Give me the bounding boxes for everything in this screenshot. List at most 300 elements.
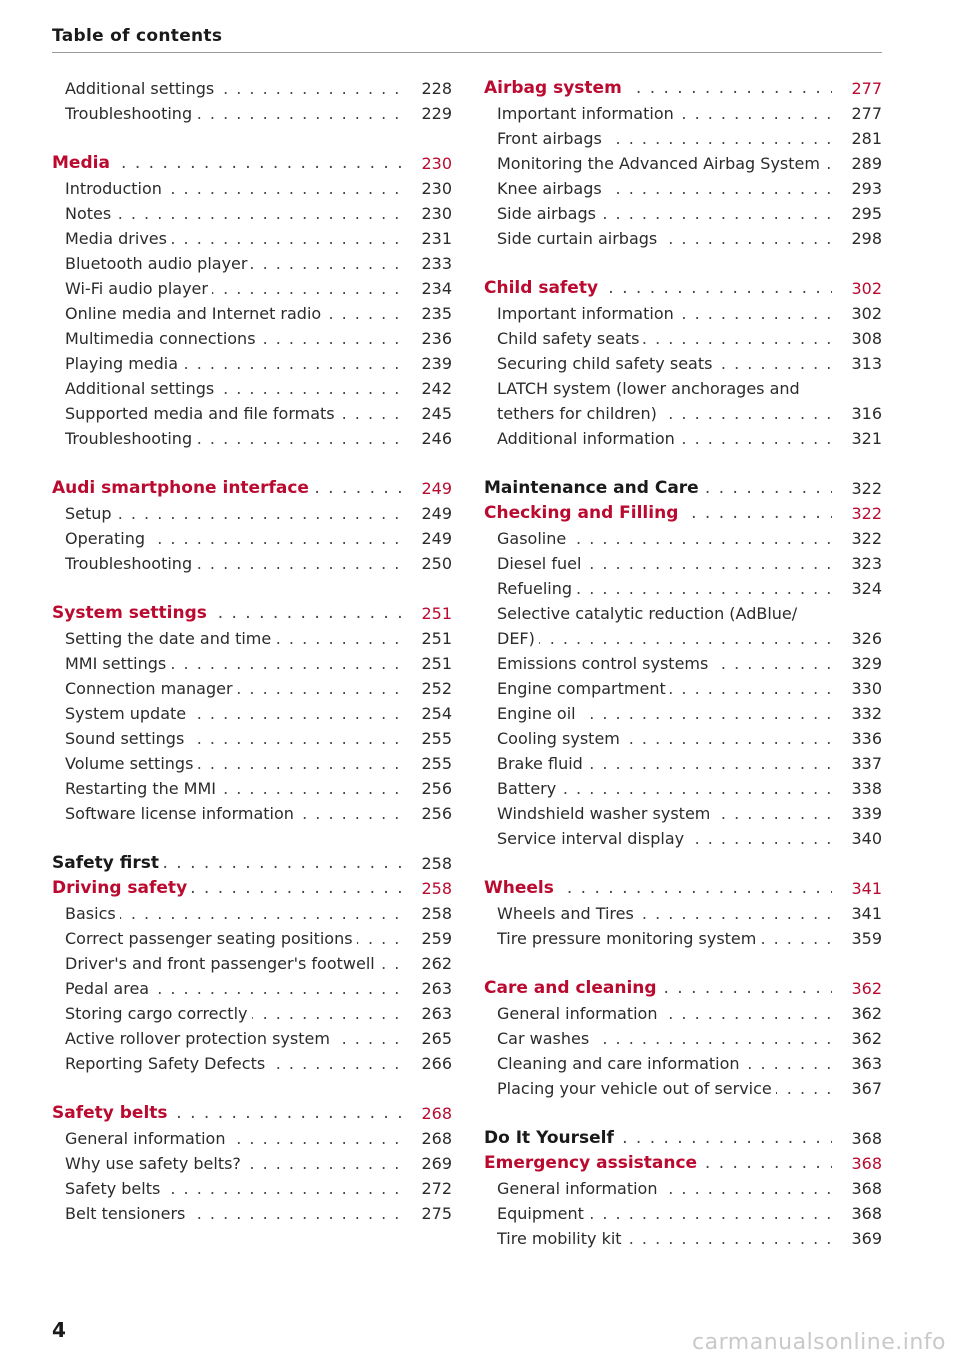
toc-section-entry[interactable] [52, 1101, 452, 1126]
toc-entry-title-wrap [65, 651, 402, 676]
toc-entry-page: 229 [421, 104, 452, 123]
toc-entry[interactable] [52, 951, 452, 976]
page-number: 4 [52, 1318, 66, 1342]
toc-entry-title: Wi-Fi audio player [65, 279, 212, 298]
toc-entry-title-wrap [65, 626, 402, 651]
toc-entry-page: 338 [851, 779, 882, 798]
toc-entry[interactable] [52, 676, 452, 701]
toc-entry[interactable] [52, 801, 452, 826]
toc-entry-title: LATCH system (lower anchorages and [497, 379, 804, 398]
toc-entry-title-wrap [65, 1126, 402, 1151]
toc-entry[interactable] [484, 351, 882, 376]
toc-entry-title: Online media and Internet radio [65, 304, 325, 323]
toc-entry-title: Additional settings [65, 79, 218, 98]
toc-section-entry[interactable] [484, 476, 882, 501]
toc-entry-title: MMI settings [65, 654, 170, 673]
toc-entry-title-wrap [65, 726, 402, 751]
toc-entry-title: Bluetooth audio player [65, 254, 251, 273]
toc-entry-title: Child safety seats [497, 329, 643, 348]
toc-entry-title-wrap [497, 701, 832, 726]
toc-entry-page: 258 [421, 854, 452, 873]
toc-entry-title: tethers for children) [497, 404, 661, 423]
toc-entry-page: 263 [421, 1004, 452, 1023]
toc-entry[interactable] [52, 401, 452, 426]
toc-entry-title-wrap [484, 476, 832, 501]
toc-entry-title: DEF) [497, 629, 539, 648]
toc-entry-page: 246 [421, 429, 452, 448]
toc-entry[interactable] [484, 101, 882, 126]
toc-entry-page: 368 [851, 1204, 882, 1223]
toc-entry-title: Supported media and file formats [65, 404, 339, 423]
toc-entry[interactable] [484, 1076, 882, 1101]
toc-entry-page: 322 [851, 479, 882, 498]
toc-entry-page: 336 [851, 729, 882, 748]
toc-section-entry[interactable] [52, 876, 452, 901]
toc-entry[interactable] [484, 1176, 882, 1201]
toc-entry-page: 239 [421, 354, 452, 373]
toc-section-entry[interactable] [484, 876, 882, 901]
toc-entry-title-wrap [497, 926, 832, 951]
toc-entry-title-wrap [65, 1026, 402, 1051]
toc-entry-title-wrap [497, 426, 832, 451]
toc-entry-title-wrap [497, 226, 832, 251]
toc-section-entry[interactable] [484, 976, 882, 1001]
toc-entry-page: 302 [851, 279, 882, 298]
toc-entry-title: Cleaning and care information [497, 1054, 744, 1073]
toc-entry-page: 369 [851, 1229, 882, 1248]
toc-entry[interactable] [484, 926, 882, 951]
toc-entry-page: 228 [421, 79, 452, 98]
watermark: carmanualsonline.info [692, 1330, 946, 1355]
toc-entry-title-wrap [497, 101, 832, 126]
toc-entry-page: 249 [421, 529, 452, 548]
toc-entry[interactable] [484, 376, 882, 401]
toc-entry[interactable] [52, 901, 452, 926]
toc-entry-title-wrap [497, 1051, 832, 1076]
toc-entry-title-wrap [497, 201, 832, 226]
toc-entry-title: Brake fluid [497, 754, 587, 773]
toc-entry-title-wrap [65, 226, 402, 251]
toc-entry-page: 332 [851, 704, 882, 723]
toc-entry[interactable] [52, 551, 452, 576]
toc-entry-title-wrap [497, 826, 832, 851]
toc-entry[interactable] [484, 301, 882, 326]
toc-entry-title: Selective catalytic reduction (AdBlue/ [497, 604, 801, 623]
toc-right-column [484, 76, 882, 1251]
toc-entry-title-wrap [65, 101, 402, 126]
toc-entry[interactable] [52, 351, 452, 376]
toc-entry-page: 230 [421, 204, 452, 223]
toc-entry-title: Why use safety belts? [65, 1154, 245, 1173]
toc-entry-title: Checking and Filling [484, 503, 682, 523]
toc-entry-page: 255 [421, 754, 452, 773]
toc-entry-title-wrap [65, 76, 402, 101]
toc-entry-title: Driver's and front passenger's footwell [65, 954, 379, 973]
toc-entry-page: 341 [851, 904, 882, 923]
toc-entry-page: 281 [851, 129, 882, 148]
toc-entry-title: Monitoring the Advanced Airbag System [497, 154, 824, 173]
toc-entry-title-wrap [65, 1051, 402, 1076]
toc-entry-page: 326 [851, 629, 882, 648]
toc-entry-title-wrap [497, 326, 832, 351]
toc-entry[interactable] [484, 526, 882, 551]
toc-entry-title-wrap [497, 676, 832, 701]
toc-entry-title: Tire pressure monitoring system [497, 929, 760, 948]
toc-entry-page: 252 [421, 679, 452, 698]
toc-entry-page: 268 [421, 1104, 452, 1123]
toc-entry[interactable] [484, 126, 882, 151]
toc-entry-title: Service interval display [497, 829, 688, 848]
toc-entry[interactable] [52, 426, 452, 451]
toc-entry[interactable] [52, 76, 452, 101]
toc-entry-title: Windshield washer system [497, 804, 714, 823]
toc-section-entry[interactable] [52, 851, 452, 876]
toc-entry-title: Engine oil [497, 704, 580, 723]
toc-entry-title: Introduction [65, 179, 166, 198]
toc-entry-title: Troubleshooting [65, 429, 196, 448]
toc-entry[interactable] [484, 651, 882, 676]
toc-entry-page: 362 [851, 1029, 882, 1048]
toc-entry-page: 235 [421, 304, 452, 323]
toc-entry-page: 230 [421, 179, 452, 198]
toc-entry-title: Multimedia connections [65, 329, 260, 348]
toc-entry-title: General information [497, 1179, 661, 1198]
toc-entry[interactable] [52, 1201, 452, 1226]
toc-entry-page: 324 [851, 579, 882, 598]
toc-entry[interactable] [484, 151, 882, 176]
toc-entry[interactable] [484, 676, 882, 701]
toc-entry[interactable] [52, 176, 452, 201]
toc-entry-title-wrap [497, 1026, 832, 1051]
toc-entry-title-wrap [497, 551, 832, 576]
toc-entry[interactable] [484, 176, 882, 201]
toc-entry[interactable] [52, 301, 452, 326]
toc-entry[interactable] [52, 251, 452, 276]
toc-entry[interactable] [484, 326, 882, 351]
toc-entry[interactable] [52, 626, 452, 651]
toc-section-entry[interactable] [484, 501, 882, 526]
toc-entry-title-wrap [65, 526, 402, 551]
toc-entry-page: 359 [851, 929, 882, 948]
toc-entry-title-wrap [65, 351, 402, 376]
toc-entry[interactable] [484, 901, 882, 926]
toc-entry-page: 340 [851, 829, 882, 848]
toc-entry-page: 362 [851, 979, 882, 998]
toc-entry-page: 269 [421, 1154, 452, 1173]
toc-entry-title: General information [497, 1004, 661, 1023]
toc-entry-title: Safety belts [52, 1103, 172, 1123]
toc-entry[interactable] [484, 701, 882, 726]
toc-entry-page: 251 [421, 604, 452, 623]
toc-entry[interactable] [484, 1026, 882, 1051]
toc-entry-page: 302 [851, 304, 882, 323]
toc-entry-page: 245 [421, 404, 452, 423]
toc-entry-title: Additional information [497, 429, 679, 448]
toc-entry-title: Safety first [52, 853, 163, 873]
toc-entry-title: Driving safety [52, 878, 191, 898]
toc-entry[interactable] [52, 1026, 452, 1051]
toc-entry-title-wrap [497, 1076, 832, 1101]
toc-entry-page: 258 [421, 904, 452, 923]
toc-entry-page: 368 [851, 1154, 882, 1173]
toc-entry-title-wrap [497, 1176, 832, 1201]
toc-section-entry[interactable] [484, 1126, 882, 1151]
toc-entry-title: Emissions control systems [497, 654, 712, 673]
toc-entry-title: System settings [52, 603, 211, 623]
toc-entry[interactable] [52, 501, 452, 526]
toc-entry-title-wrap [65, 701, 402, 726]
toc-entry[interactable] [484, 751, 882, 776]
toc-entry-title: Securing child safety seats [497, 354, 716, 373]
toc-entry-page: 254 [421, 704, 452, 723]
toc-entry-title: Safety belts [65, 1179, 164, 1198]
toc-entry-title: Additional settings [65, 379, 218, 398]
toc-entry-page: 256 [421, 804, 452, 823]
toc-entry-title: Important information [497, 104, 678, 123]
toc-entry[interactable] [484, 226, 882, 251]
toc-entry-title-wrap [52, 876, 402, 901]
toc-entry-title-wrap [52, 851, 402, 876]
toc-entry-title-wrap [65, 301, 402, 326]
toc-entry-title-wrap [497, 351, 832, 376]
toc-entry-title-wrap [497, 1226, 832, 1251]
toc-entry-page: 322 [851, 504, 882, 523]
toc-section-entry[interactable] [52, 151, 452, 176]
toc-entry[interactable] [52, 526, 452, 551]
toc-entry-title: Diesel fuel [497, 554, 585, 573]
toc-entry[interactable] [484, 601, 882, 626]
toc-entry-page: 277 [851, 104, 882, 123]
toc-entry-page: 330 [851, 679, 882, 698]
toc-entry-title-wrap [484, 276, 832, 301]
toc-entry-title: Pedal area [65, 979, 153, 998]
toc-entry-page: 236 [421, 329, 452, 348]
toc-entry[interactable] [484, 426, 882, 451]
toc-entry-title-wrap [497, 151, 832, 176]
toc-entry-title: Engine compartment [497, 679, 670, 698]
toc-entry-title-wrap [484, 501, 832, 526]
toc-entry-title: Belt tensioners [65, 1204, 189, 1223]
toc-entry[interactable] [52, 726, 452, 751]
toc-entry-title: General information [65, 1129, 229, 1148]
toc-entry-title-wrap [497, 1201, 832, 1226]
toc-entry[interactable] [52, 376, 452, 401]
toc-entry-title: Media drives [65, 229, 171, 248]
toc-entry-page: 233 [421, 254, 452, 273]
toc-entry-title-wrap [484, 76, 832, 101]
toc-entry-title-wrap [65, 426, 402, 451]
toc-left-column [52, 76, 452, 1226]
toc-entry[interactable] [484, 801, 882, 826]
toc-entry-page: 337 [851, 754, 882, 773]
toc-entry-page: 272 [421, 1179, 452, 1198]
toc-entry-title-wrap [65, 176, 402, 201]
toc-entry-title-wrap [65, 751, 402, 776]
toc-entry-title-wrap [65, 551, 402, 576]
toc-entry-title: Software license information [65, 804, 298, 823]
toc-entry-title: Child safety [484, 278, 602, 298]
toc-entry[interactable] [52, 1176, 452, 1201]
toc-entry[interactable] [52, 1151, 452, 1176]
toc-entry-title-wrap [497, 526, 832, 551]
toc-entry-title: Storing cargo correctly [65, 1004, 252, 1023]
toc-entry[interactable] [52, 1001, 452, 1026]
toc-entry[interactable] [484, 1051, 882, 1076]
toc-entry-title-wrap [497, 776, 832, 801]
toc-entry-page: 293 [851, 179, 882, 198]
toc-entry-title: Placing your vehicle out of service [497, 1079, 776, 1098]
toc-entry-title: Maintenance and Care [484, 478, 703, 498]
toc-entry-page: 262 [421, 954, 452, 973]
toc-entry-title-wrap [65, 926, 402, 951]
page-header-title: Table of contents [52, 26, 223, 46]
toc-entry-title-wrap [497, 751, 832, 776]
toc-entry-title-wrap [497, 301, 832, 326]
toc-entry-title: Notes [65, 204, 115, 223]
toc-entry[interactable] [484, 626, 882, 651]
toc-entry-title: Do It Yourself [484, 1128, 618, 1148]
toc-entry-page: 368 [851, 1129, 882, 1148]
toc-entry[interactable] [484, 776, 882, 801]
toc-entry-page: 230 [421, 154, 452, 173]
toc-entry-page: 255 [421, 729, 452, 748]
toc-entry-title: Audi smartphone interface [52, 478, 313, 498]
toc-entry-title-wrap [65, 1001, 402, 1026]
toc-entry-title: Volume settings [65, 754, 197, 773]
toc-entry-title: Front airbags [497, 129, 606, 148]
toc-entry[interactable] [484, 401, 882, 426]
toc-entry-title: Connection manager [65, 679, 237, 698]
toc-entry-page: 251 [421, 629, 452, 648]
toc-entry-title-wrap [65, 976, 402, 1001]
toc-entry-title: Playing media [65, 354, 182, 373]
toc-entry[interactable] [52, 651, 452, 676]
toc-entry[interactable] [52, 276, 452, 301]
toc-entry[interactable] [484, 551, 882, 576]
toc-entry[interactable] [52, 776, 452, 801]
toc-entry-title: Gasoline [497, 529, 570, 548]
toc-entry-title-wrap [497, 726, 832, 751]
toc-entry-title-wrap [497, 601, 832, 626]
toc-entry-title: Knee airbags [497, 179, 606, 198]
toc-section-entry[interactable] [484, 276, 882, 301]
toc-entry-title: Basics [65, 904, 120, 923]
toc-entry[interactable] [52, 101, 452, 126]
toc-entry-title: Active rollover protection system [65, 1029, 334, 1048]
toc-entry-page: 341 [851, 879, 882, 898]
toc-entry-title-wrap [65, 776, 402, 801]
toc-entry[interactable] [52, 326, 452, 351]
toc-entry-page: 275 [421, 1204, 452, 1223]
toc-entry-page: 323 [851, 554, 882, 573]
toc-entry-title-wrap [65, 501, 402, 526]
toc-entry-title: Side curtain airbags [497, 229, 661, 248]
toc-entry-title: Cooling system [497, 729, 624, 748]
toc-entry-page: 322 [851, 529, 882, 548]
toc-entry-page: 316 [851, 404, 882, 423]
toc-entry[interactable] [52, 701, 452, 726]
toc-entry-title-wrap [65, 376, 402, 401]
toc-entry-page: 258 [421, 879, 452, 898]
toc-entry[interactable] [52, 226, 452, 251]
toc-entry-title-wrap [484, 1126, 832, 1151]
toc-entry[interactable] [52, 926, 452, 951]
toc-section-entry[interactable] [52, 476, 452, 501]
toc-entry[interactable] [484, 1001, 882, 1026]
toc-entry-title-wrap [497, 801, 832, 826]
toc-entry-title: Sound settings [65, 729, 188, 748]
toc-entry-title: Troubleshooting [65, 104, 196, 123]
toc-entry-page: 268 [421, 1129, 452, 1148]
toc-entry-title-wrap [52, 476, 402, 501]
toc-entry-page: 242 [421, 379, 452, 398]
toc-entry-page: 249 [421, 504, 452, 523]
toc-entry-title-wrap [497, 376, 832, 401]
toc-entry-page: 329 [851, 654, 882, 673]
toc-entry-title: Media [52, 153, 114, 173]
toc-entry-title-wrap [497, 401, 832, 426]
toc-entry[interactable] [484, 576, 882, 601]
toc-entry-title: Wheels and Tires [497, 904, 638, 923]
toc-entry-title-wrap [484, 1151, 832, 1176]
toc-entry[interactable] [52, 201, 452, 226]
toc-entry-title: Restarting the MMI [65, 779, 220, 798]
toc-entry-title-wrap [65, 251, 402, 276]
toc-entry[interactable] [484, 1226, 882, 1251]
toc-entry[interactable] [52, 1126, 452, 1151]
toc-entry-title-wrap [65, 401, 402, 426]
toc-section-entry[interactable] [484, 76, 882, 101]
toc-entry-title-wrap [497, 176, 832, 201]
toc-entry-title-wrap [497, 901, 832, 926]
toc-entry-title-wrap [484, 876, 832, 901]
toc-entry-title-wrap [65, 1151, 402, 1176]
toc-entry-title-wrap [65, 801, 402, 826]
toc-entry-title-wrap [52, 1101, 402, 1126]
toc-entry-page: 367 [851, 1079, 882, 1098]
toc-entry-title-wrap [65, 676, 402, 701]
toc-entry[interactable] [484, 726, 882, 751]
toc-entry-page: 263 [421, 979, 452, 998]
toc-entry-page: 321 [851, 429, 882, 448]
toc-entry-title: Reporting Safety Defects [65, 1054, 269, 1073]
toc-entry-title-wrap [65, 951, 402, 976]
toc-entry[interactable] [484, 826, 882, 851]
toc-entry-title-wrap [65, 1201, 402, 1226]
toc-entry-title: Important information [497, 304, 678, 323]
toc-section-entry[interactable] [484, 1151, 882, 1176]
toc-entry-page: 259 [421, 929, 452, 948]
toc-entry[interactable] [484, 1201, 882, 1226]
toc-entry-title-wrap [497, 1001, 832, 1026]
toc-entry-page: 277 [851, 79, 882, 98]
toc-entry-title: Car washes [497, 1029, 593, 1048]
toc-entry-title-wrap [52, 601, 402, 626]
toc-entry[interactable] [52, 1051, 452, 1076]
toc-entry[interactable] [52, 976, 452, 1001]
toc-section-entry[interactable] [52, 601, 452, 626]
toc-entry-title: Setting the date and time [65, 629, 275, 648]
toc-entry[interactable] [484, 201, 882, 226]
toc-entry-title: Correct passenger seating positions [65, 929, 357, 948]
toc-entry[interactable] [52, 751, 452, 776]
toc-entry-title-wrap [497, 576, 832, 601]
toc-entry-title-wrap [65, 201, 402, 226]
toc-entry-page: 308 [851, 329, 882, 348]
toc-entry-page: 265 [421, 1029, 452, 1048]
toc-entry-page: 362 [851, 1004, 882, 1023]
toc-entry-title: Wheels [484, 878, 558, 898]
